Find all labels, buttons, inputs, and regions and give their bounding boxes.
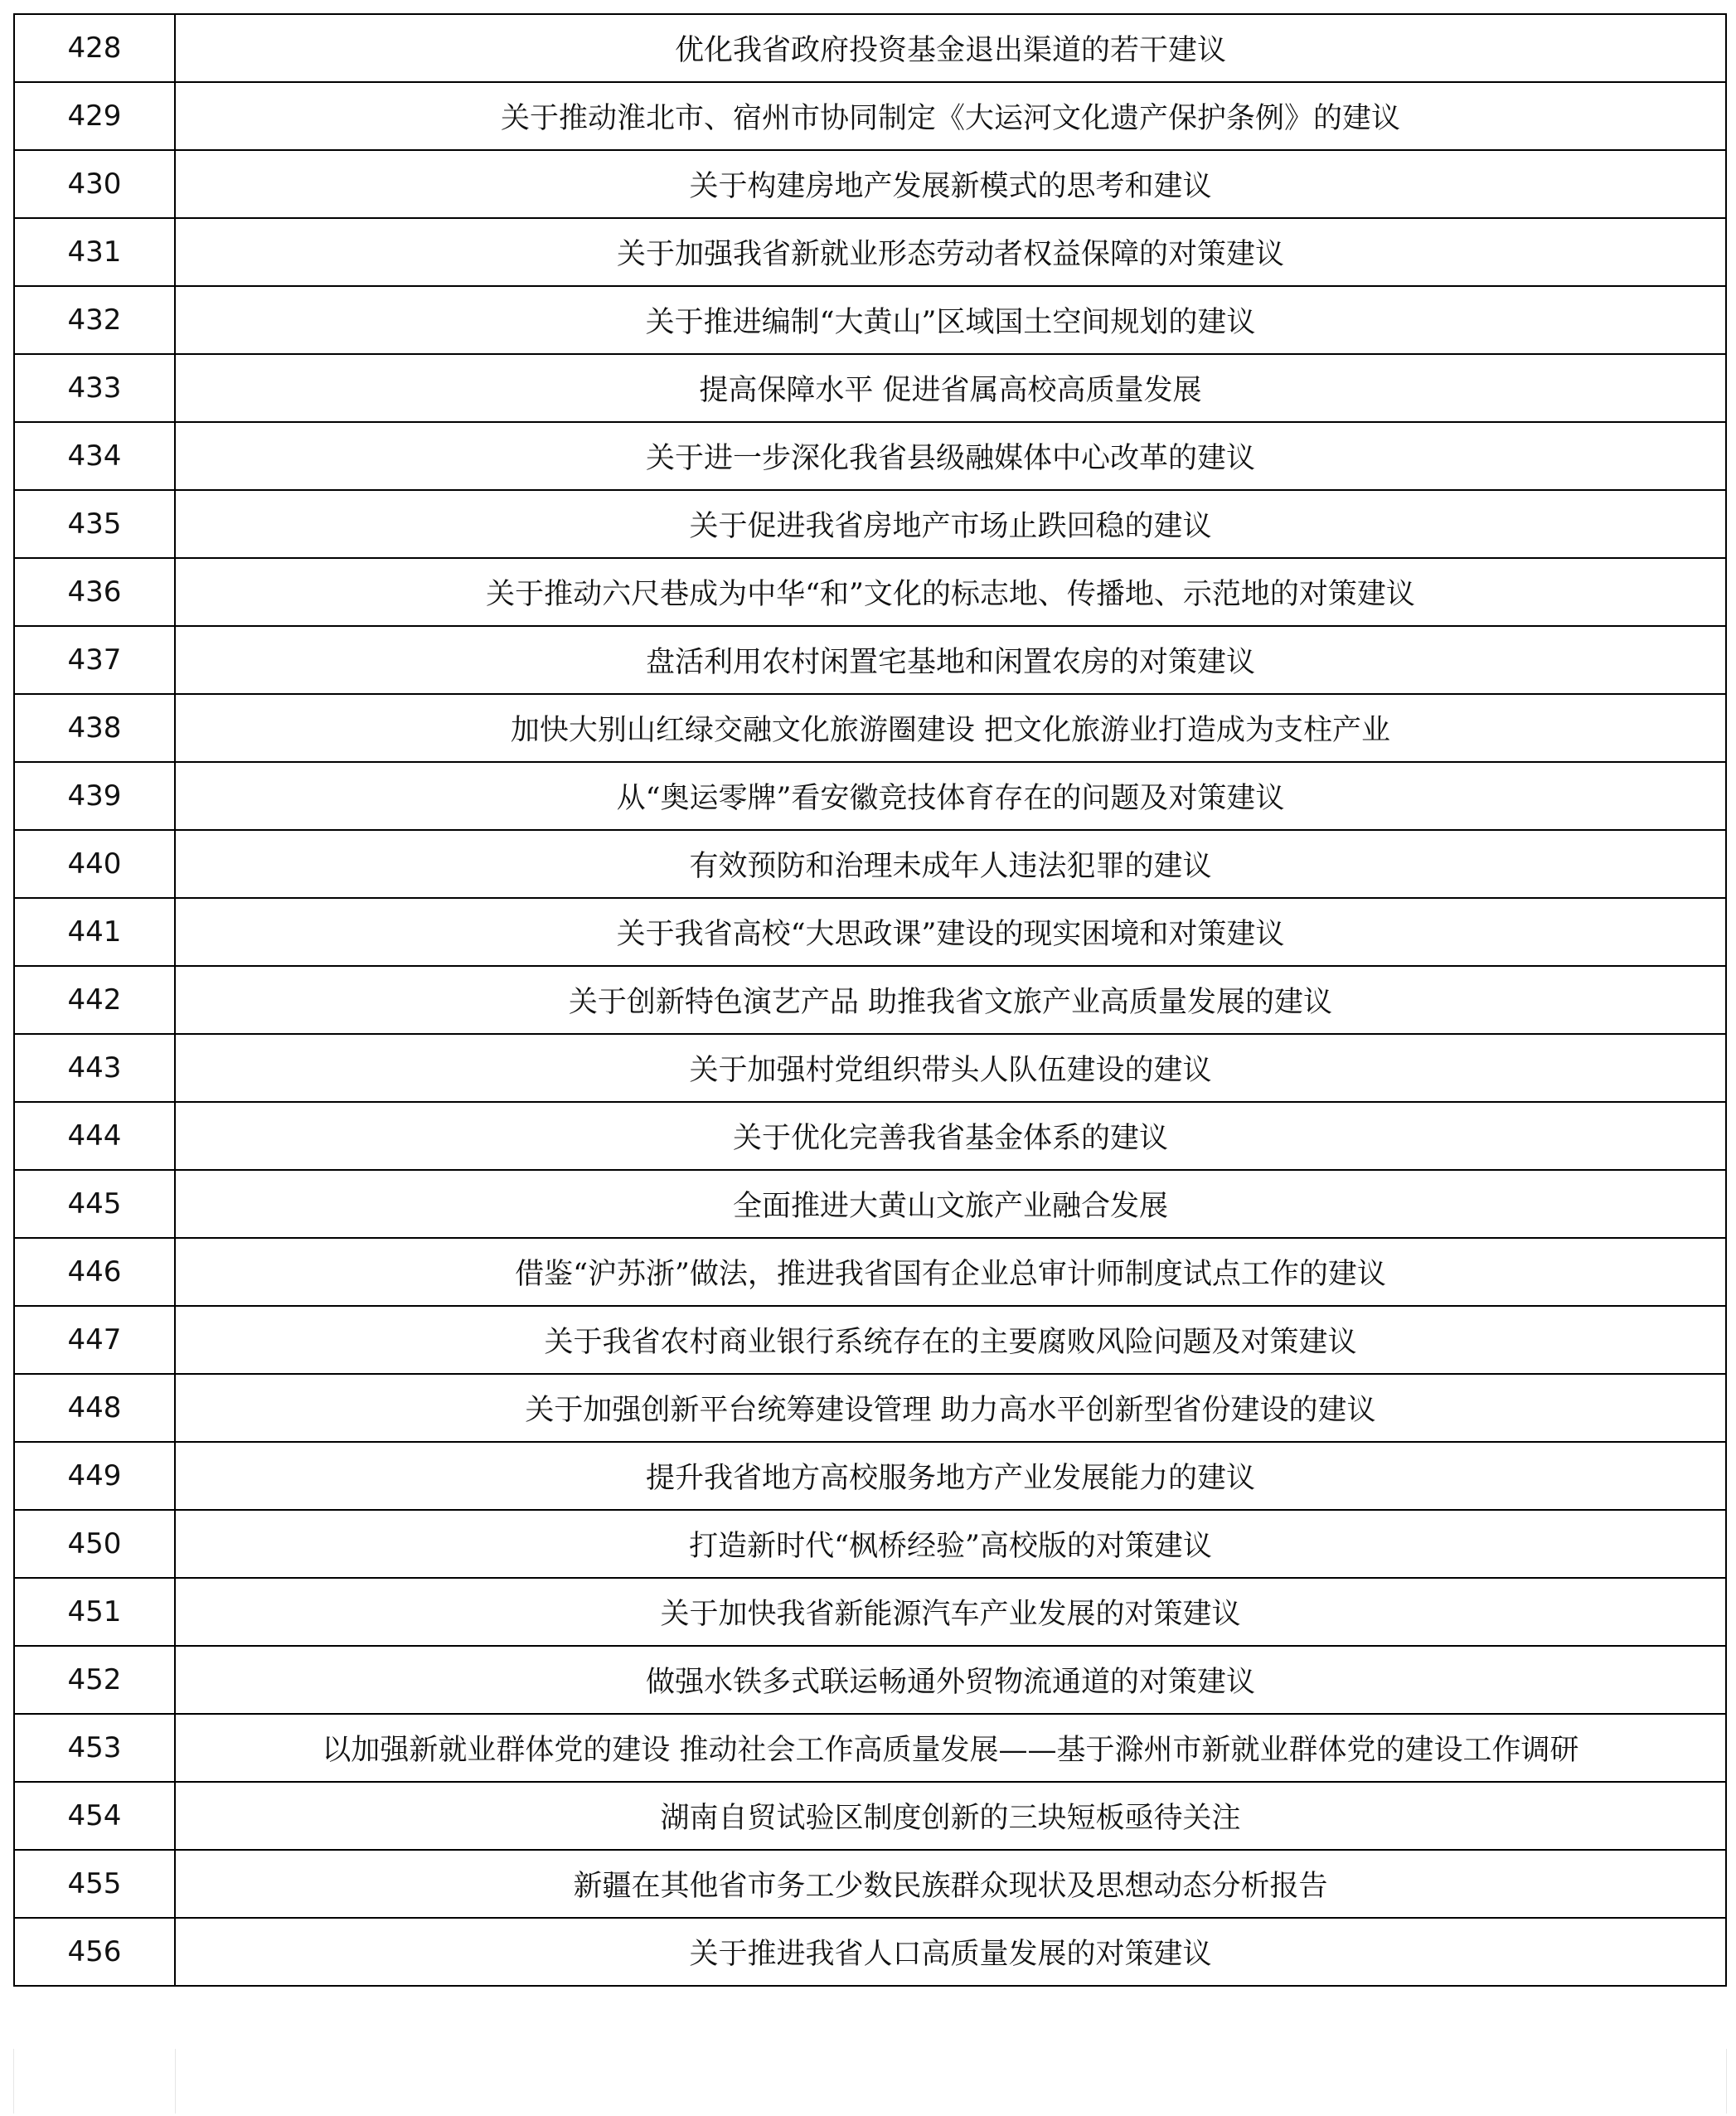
row-number: 456 xyxy=(14,1918,175,1986)
table-row xyxy=(14,82,1726,150)
proposal-title: 关于推动六尺巷成为中华“和”文化的标志地、传播地、示范地的对策建议 xyxy=(175,558,1726,626)
proposal-title: 关于创新特色演艺产品 助推我省文旅产业高质量发展的建议 xyxy=(175,966,1726,1034)
proposal-title: 打造新时代“枫桥经验”高校版的对策建议 xyxy=(175,1510,1726,1578)
proposal-title: 做强水铁多式联运畅通外贸物流通道的对策建议 xyxy=(175,1646,1726,1714)
table-row xyxy=(14,354,1726,422)
row-number: 445 xyxy=(14,1170,175,1238)
row-number: 431 xyxy=(14,218,175,286)
table-row xyxy=(14,1238,1726,1306)
table-row xyxy=(14,626,1726,694)
proposal-title: 关于推进我省人口高质量发展的对策建议 xyxy=(175,1918,1726,1986)
proposal-title: 关于加强创新平台统筹建设管理 助力高水平创新型省份建设的建议 xyxy=(175,1374,1726,1442)
table-row xyxy=(14,286,1726,354)
row-number: 453 xyxy=(14,1714,175,1782)
row-number: 452 xyxy=(14,1646,175,1714)
row-number: 437 xyxy=(14,626,175,694)
proposal-title: 关于加强村党组织带头人队伍建设的建议 xyxy=(175,1034,1726,1102)
table-row xyxy=(14,490,1726,558)
proposal-title: 优化我省政府投资基金退出渠道的若干建议 xyxy=(175,14,1726,82)
proposal-title: 以加强新就业群体党的建设 推动社会工作高质量发展——基于滁州市新就业群体党的建设工作调研 xyxy=(175,1714,1726,1782)
proposal-title: 关于优化完善我省基金体系的建议 xyxy=(175,1102,1726,1170)
table-row xyxy=(14,1850,1726,1918)
row-number: 449 xyxy=(14,1442,175,1510)
proposal-title: 关于加快我省新能源汽车产业发展的对策建议 xyxy=(175,1578,1726,1646)
row-number: 440 xyxy=(14,830,175,898)
table-row xyxy=(14,150,1726,218)
table-row xyxy=(14,1170,1726,1238)
row-number: 447 xyxy=(14,1306,175,1374)
row-number: 429 xyxy=(14,82,175,150)
proposal-title: 盘活利用农村闲置宅基地和闲置农房的对策建议 xyxy=(175,626,1726,694)
proposal-table-body xyxy=(14,14,1726,1986)
proposal-title: 全面推进大黄山文旅产业融合发展 xyxy=(175,1170,1726,1238)
table-row xyxy=(14,218,1726,286)
proposal-title: 加快大别山红绿交融文化旅游圈建设 把文化旅游业打造成为支柱产业 xyxy=(175,694,1726,762)
row-number: 446 xyxy=(14,1238,175,1306)
table-row xyxy=(14,1374,1726,1442)
proposal-table xyxy=(13,13,1727,1987)
table-row xyxy=(14,1782,1726,1850)
table-row xyxy=(14,422,1726,490)
row-number: 439 xyxy=(14,762,175,830)
proposal-title: 提高保障水平 促进省属高校高质量发展 xyxy=(175,354,1726,422)
row-number: 455 xyxy=(14,1850,175,1918)
table-row xyxy=(14,1918,1726,1986)
table-row xyxy=(14,1442,1726,1510)
table-row xyxy=(14,898,1726,966)
table-continuation-area xyxy=(13,2049,1727,2114)
table-row xyxy=(14,694,1726,762)
row-number: 436 xyxy=(14,558,175,626)
table-row xyxy=(14,1306,1726,1374)
proposal-title: 从“奥运零牌”看安徽竞技体育存在的问题及对策建议 xyxy=(175,762,1726,830)
table-row xyxy=(14,762,1726,830)
row-number: 448 xyxy=(14,1374,175,1442)
proposal-title: 新疆在其他省市务工少数民族群众现状及思想动态分析报告 xyxy=(175,1850,1726,1918)
proposal-title: 关于进一步深化我省县级融媒体中心改革的建议 xyxy=(175,422,1726,490)
table-row xyxy=(14,830,1726,898)
row-number: 444 xyxy=(14,1102,175,1170)
row-number: 450 xyxy=(14,1510,175,1578)
table-row xyxy=(14,14,1726,82)
row-number: 451 xyxy=(14,1578,175,1646)
row-number: 432 xyxy=(14,286,175,354)
row-number: 454 xyxy=(14,1782,175,1850)
row-number: 430 xyxy=(14,150,175,218)
row-number: 438 xyxy=(14,694,175,762)
row-number: 442 xyxy=(14,966,175,1034)
proposal-title: 关于推动淮北市、宿州市协同制定《大运河文化遗产保护条例》的建议 xyxy=(175,82,1726,150)
proposal-title: 提升我省地方高校服务地方产业发展能力的建议 xyxy=(175,1442,1726,1510)
proposal-title: 关于我省农村商业银行系统存在的主要腐败风险问题及对策建议 xyxy=(175,1306,1726,1374)
proposal-title: 湖南自贸试验区制度创新的三块短板亟待关注 xyxy=(175,1782,1726,1850)
column-divider xyxy=(175,2049,176,2114)
row-number: 443 xyxy=(14,1034,175,1102)
table-row xyxy=(14,1714,1726,1782)
row-number: 428 xyxy=(14,14,175,82)
proposal-title: 关于我省高校“大思政课”建设的现实困境和对策建议 xyxy=(175,898,1726,966)
proposal-title: 有效预防和治理未成年人违法犯罪的建议 xyxy=(175,830,1726,898)
table-row xyxy=(14,1578,1726,1646)
proposal-title: 借鉴“沪苏浙”做法，推进我省国有企业总审计师制度试点工作的建议 xyxy=(175,1238,1726,1306)
row-number: 433 xyxy=(14,354,175,422)
proposal-title: 关于推进编制“大黄山”区域国土空间规划的建议 xyxy=(175,286,1726,354)
row-number: 435 xyxy=(14,490,175,558)
table-row xyxy=(14,1034,1726,1102)
row-number: 434 xyxy=(14,422,175,490)
proposal-title: 关于构建房地产发展新模式的思考和建议 xyxy=(175,150,1726,218)
row-number: 441 xyxy=(14,898,175,966)
table-row xyxy=(14,1646,1726,1714)
table-row xyxy=(14,558,1726,626)
proposal-title: 关于加强我省新就业形态劳动者权益保障的对策建议 xyxy=(175,218,1726,286)
table-row xyxy=(14,966,1726,1034)
proposal-title: 关于促进我省房地产市场止跌回稳的建议 xyxy=(175,490,1726,558)
table-row xyxy=(14,1102,1726,1170)
table-row xyxy=(14,1510,1726,1578)
